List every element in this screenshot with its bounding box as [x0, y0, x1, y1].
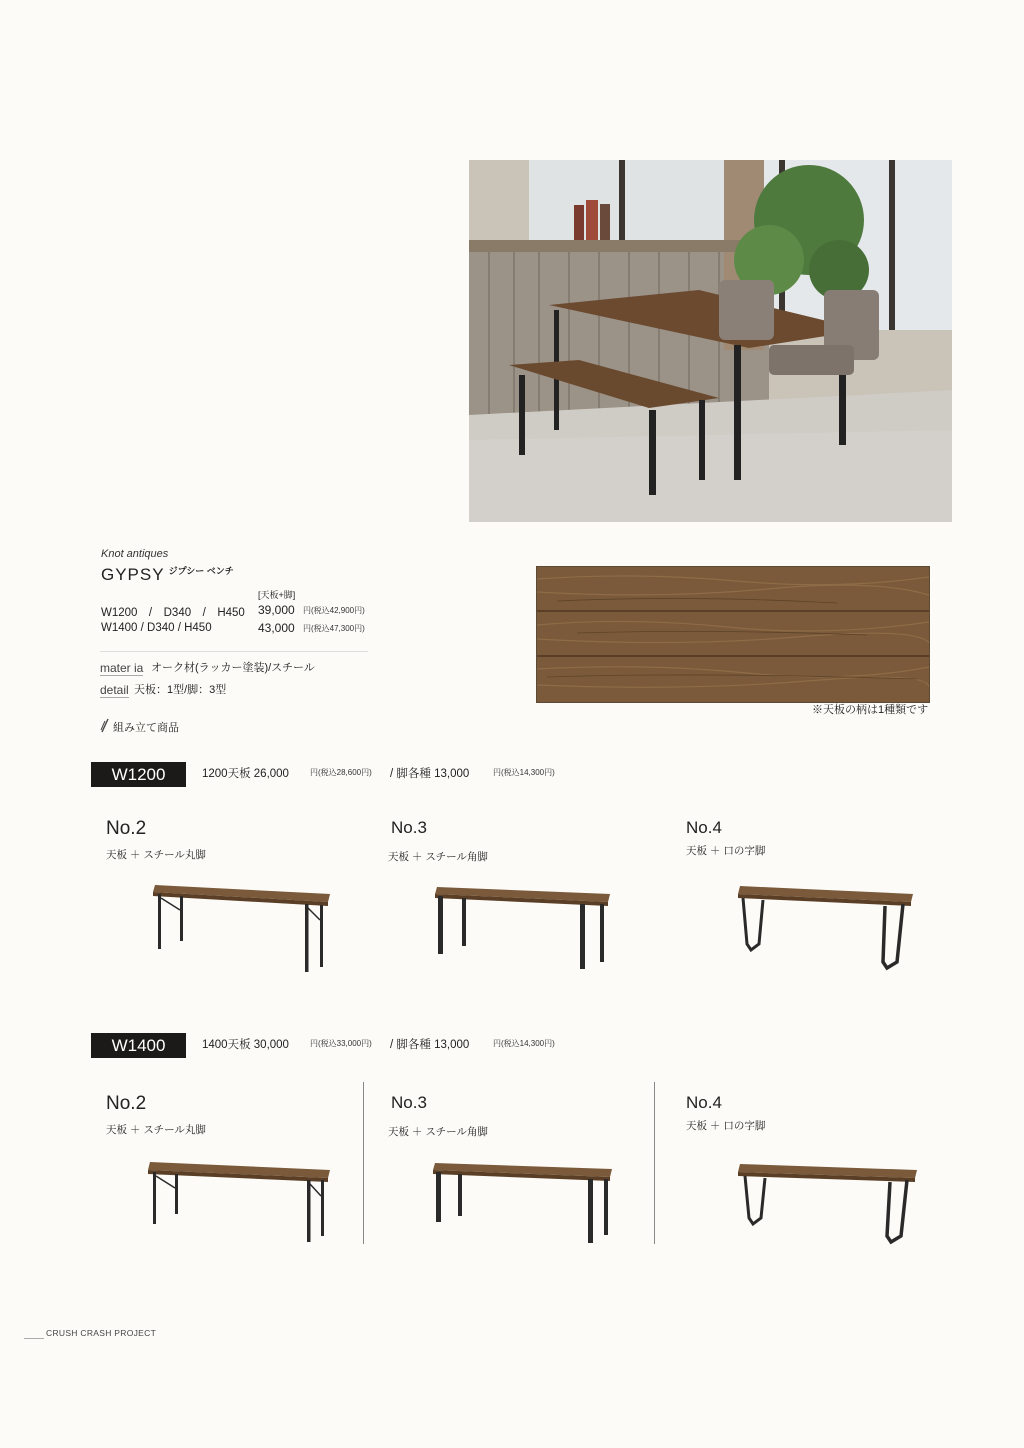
w1200-bench-no2-image	[150, 880, 335, 980]
w1400-item-no2-desc: 天板 ＋ スチール丸脚	[106, 1124, 206, 1136]
w1200-item-no2: No.2	[106, 818, 147, 839]
badge-w1200: W1200	[91, 762, 186, 787]
w1200-item-no3: No.3	[391, 818, 427, 837]
w1200-top-price: 1200天板 26,000	[202, 768, 289, 780]
w1200-item-no4-desc: 天板 ＋ 口の字脚	[686, 845, 766, 857]
tabletop-wood-sample	[536, 566, 930, 703]
w1200-top-tax: 円(税込28,600円)	[310, 768, 372, 777]
footer-brand: CRUSH CRASH PROJECT	[46, 1328, 157, 1338]
column-divider-2	[654, 1082, 655, 1244]
detail-label: detail	[100, 683, 129, 697]
w1200-item-no2-desc: 天板 ＋ スチール丸脚	[106, 849, 206, 861]
w1200-item-no4: No.4	[686, 818, 722, 837]
brand-name: Knot antiques	[101, 548, 169, 560]
lifestyle-photo	[469, 160, 952, 522]
w1400-item-no3: No.3	[391, 1093, 427, 1112]
w1400-bench-no4-image	[735, 1160, 925, 1255]
badge-w1400: W1400	[91, 1033, 186, 1058]
size-price-2: 43,000	[258, 621, 295, 635]
w1400-top-tax: 円(税込33,000円)	[310, 1039, 372, 1048]
detail-value: 天板：1型/脚：3型	[134, 684, 227, 696]
assembly-note: 組み立て商品	[113, 722, 179, 734]
material-value: オーク材(ラッカー塗装)/スチール	[151, 662, 315, 674]
w1400-item-no4-desc: 天板 ＋ 口の字脚	[686, 1120, 766, 1132]
size-dims-1: W1200 / D340 / H450	[101, 607, 245, 619]
material-label: mater ia	[100, 661, 144, 675]
spec-header: [天板+脚]	[258, 590, 296, 600]
w1400-top-price: 1400天板 30,000	[202, 1039, 289, 1051]
w1400-item-no4: No.4	[686, 1093, 722, 1112]
w1200-bench-no4-image	[735, 882, 920, 982]
w1400-bench-no2-image	[145, 1158, 335, 1253]
w1400-item-no3-desc: 天板 ＋ スチール角脚	[388, 1126, 488, 1138]
w1200-item-no3-desc: 天板 ＋ スチール角脚	[388, 851, 488, 863]
w1200-legs-price: / 脚各種 13,000	[390, 768, 470, 780]
column-divider-1	[363, 1082, 364, 1244]
size-tax-1: 円(税込42,900円)	[303, 606, 365, 615]
w1400-legs-price: / 脚各種 13,000	[390, 1039, 470, 1051]
size-tax-2: 円(税込47,300円)	[303, 624, 365, 633]
spec-divider	[100, 651, 368, 652]
w1400-legs-tax: 円(税込14,300円)	[493, 1039, 555, 1048]
assembly-icon	[100, 718, 110, 738]
w1200-bench-no3-image	[432, 884, 617, 984]
w1200-legs-tax: 円(税込14,300円)	[493, 768, 555, 777]
footer-line	[24, 1338, 44, 1339]
product-name-jp: ジプシー ベンチ	[168, 566, 234, 576]
w1400-item-no2: No.2	[106, 1093, 147, 1114]
product-name: GYPSY	[101, 565, 165, 584]
size-dims-2: W1400 / D340 / H450	[101, 622, 212, 634]
wood-note: ※天板の柄は1種類です	[812, 704, 929, 716]
size-price-1: 39,000	[258, 603, 295, 617]
product-title	[101, 564, 234, 585]
w1400-bench-no3-image	[430, 1160, 620, 1255]
